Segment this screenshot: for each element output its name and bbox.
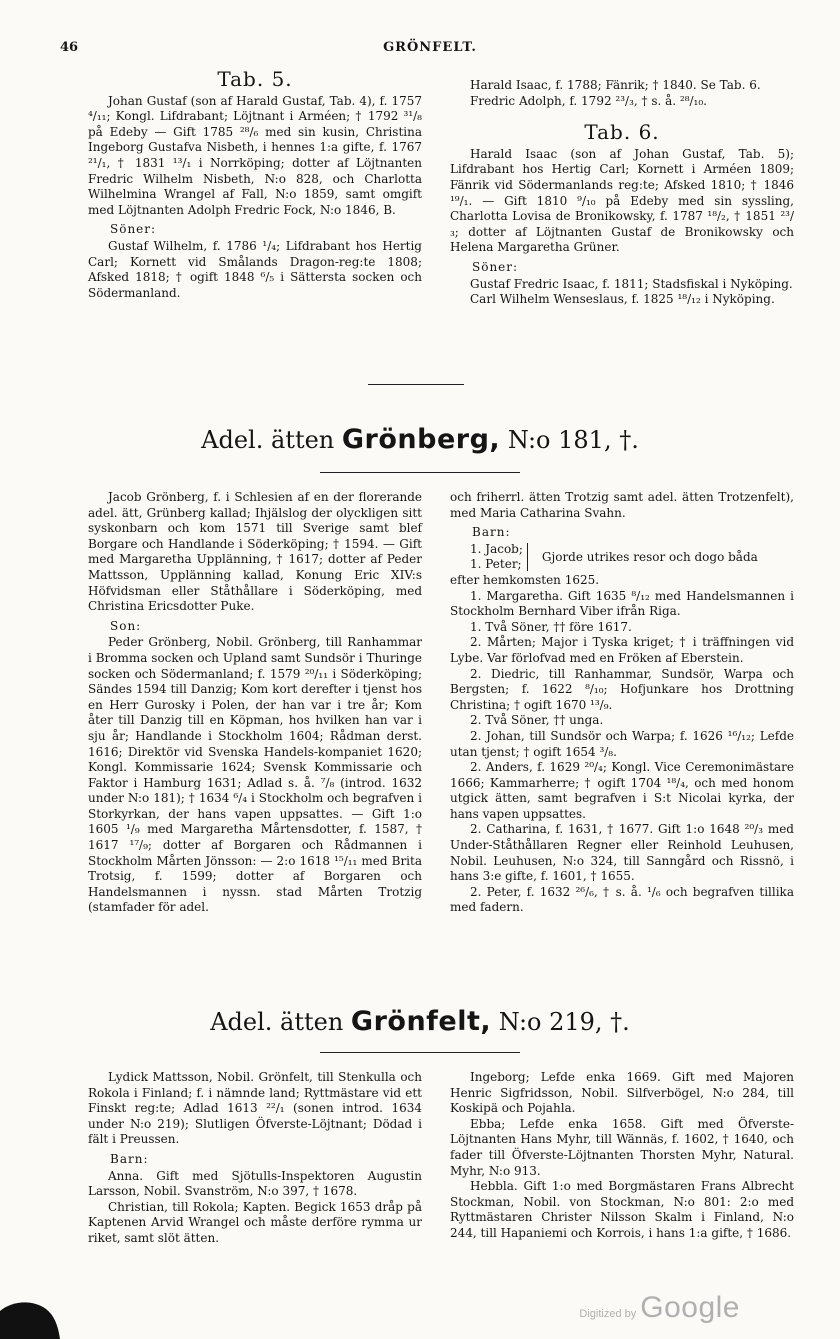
gronfelt-children-label: Barn: bbox=[110, 1151, 149, 1166]
gronfelt-child-anna: Anna. Gift med Sjötulls-Inspektoren Augustin Larsson, Nobil. Svanström, N:o 397, † 1678. bbox=[88, 1168, 422, 1199]
gronfelt-child-ebba: Ebba; Lefde enka 1658. Gift med Öfverste-Löjtnanten Hans Myhr, till Wännäs, f. 1602, † 1640, och fader till Öfverste-Löjtnanten Thorsten Myhr, Natural. Myhr, N:o 913. bbox=[450, 1116, 794, 1178]
gronfelt-child-ingeborg: Ingeborg; Lefde enka 1669. Gift med Majoren Henric Sigfridsson, Nobil. Silfverbögel, N:o 284, till Koskipä och Pojahla. bbox=[450, 1070, 794, 1116]
gronfelt-section-title bbox=[0, 1006, 840, 1037]
gronfelt-title-prefix: Adel. ätten bbox=[210, 1008, 344, 1036]
gronberg-child-catharina: 2. Catharina, f. 1631, † 1677. Gift 1:o 1648 ²⁰/₃ med Under-Ståthållaren Regner eller Reinhold Leuhusen, Nobil. Leuhusen, N:o 324, till Sanngård och Rissnö, i hans 3:e gifte, f. 1601, † 1655. bbox=[450, 822, 794, 884]
gronberg-children-label: Barn: bbox=[472, 525, 511, 540]
gronfelt-child-hebbla: Hebbla. Gift 1:o med Borgmästaren Frans Albrecht Stockman, Nobil. von Stockman, N:o 801: 2:o med Ryttmästaren Christer Nilsson Skalm i Finland, N:o 244, till Hapaniemi och Korrois, i hans 1:a gifte, † 1686. bbox=[450, 1179, 794, 1240]
gronfelt-divider bbox=[320, 1052, 520, 1053]
gronberg-child-peter: 1. Peter; bbox=[470, 557, 522, 572]
tab5-son-gustaf-wilhelm: Gustaf Wilhelm, f. 1786 ¹/₄; Lifdrabant hos Hertig Carl; Kornett vid Smålands Dragon-reg:te 1808; Afsked 1818; † ogift 1848 ⁶/₅ i Sättersta socken och Södermanland. bbox=[88, 238, 422, 300]
gronfelt-title-number: N:o 219, †. bbox=[498, 1008, 630, 1036]
scan-thumb-mark bbox=[0, 1293, 60, 1339]
tab5-entry: Johan Gustaf (son af Harald Gustaf, Tab. 4), f. 1757 ⁴/₁₁; Kongl. Lifdrabant; Löjtnant i Arméen; † 1792 ³¹/₈ på Edeby — Gift 1785 ²⁸/₆ med sin kusin, Christina Ingeborg Gustafva Nisbeth, i hennes 1:a gifte, f. 1767 ²¹/₁, † 1831 ¹³/₁ i Norrköping; dotter af Löjtnanten Fredric Wilhelm Nisbeth, N:o 828, och Charlotta Wilhelmina Wrangel af Fall, N:o 1859, samt omgift med Löjtnanten Adolph Fredric Fock, N:o 1846, B. bbox=[88, 93, 422, 217]
tab6-column bbox=[450, 78, 794, 308]
google-logo: Google bbox=[640, 1291, 740, 1324]
tab5-sons-label: Söner: bbox=[110, 222, 157, 237]
gronberg-right-column bbox=[450, 490, 794, 916]
gronberg-jacob-entry: Jacob Grönberg, f. i Schlesien af en der florerande adel. ätt, Grünberg kallad; Ihjälslog der olyckligen sitt syskonbarn och kom 1571 till Sverige samt blef Borgare och Handlande i Söderköping; † 1594. — Gift med Margaretha Upplänning, † 1617; dotter af Peder Mattsson, Upplänning kallad, Konung Eric XIV:s Höfvidsman eller Ståthållare i Söderköping, med Christina Ericsdotter Puke. bbox=[88, 490, 422, 614]
gronfelt-right-column bbox=[450, 1070, 794, 1242]
gronberg-twins-note-end: efter hemkomsten 1625. bbox=[450, 572, 600, 587]
tab6-son-gustaf-fredric: Gustaf Fredric Isaac, f. 1811; Stadsfiskal i Nyköping. bbox=[470, 276, 793, 291]
gronberg-left-column bbox=[88, 490, 422, 916]
tab6-son-carl-wilhelm: Carl Wilhelm Wenseslaus, f. 1825 ¹⁸/₁₂ i Nyköping. bbox=[470, 292, 775, 307]
gronberg-peder-entry: Peder Grönberg, Nobil. Grönberg, till Ranhammar i Bromma socken och Upland samt Sundsör i Thuringe socken och Södermanland; f. 1579 ²⁰/₁₁ i Söderköping; Sändes 1594 till Danzig; Kom kort derefter i tjenst hos en Herr Gurosky i Polen, der han var i tre år; Kom åter till Danzig till en Köpman, hos hvilken han var i sju år; Handlande i Stockholm 1604; Rådman derst. 1616; Direktör vid Svenska Handels-kompaniet 1620; Kongl. Kommissarie 1624; Svensk Kommissarie och Faktor i Hamburg 1631; Adlad s. å. ⁷/₈ (introd. 1632 under N:o 181); † 1634 ⁶/₄ i Stockholm och begrafven i Storkyrkan, der hans vapen uppsattes. — Gift 1:o 1605 ¹/₉ med Margaretha Mårtensdotter, f. 1587, † 1617 ¹⁷/₉; dotter af Borgaren och Rådmannen i Stockholm Mårten Jönsson: — 2:o 1618 ¹⁵/₁₁ med Brita Trotsig, f. 1599; dotter af Borgaren och Handelsmannen i nyssn. stad Mårten Trotzig (stamfader för adel. bbox=[88, 635, 422, 915]
tab5-heading: Tab. 5. bbox=[217, 67, 293, 91]
gronberg-child-margaretha: 1. Margaretha. Gift 1635 ⁸/₁₂ med Handelsmannen i Stockholm Bernhard Viber ifrån Riga. bbox=[450, 588, 794, 619]
tab6-entry: Harald Isaac (son af Johan Gustaf, Tab. 5); Lifdrabant hos Hertig Carl; Kornett i Arméen 1809; Fänrik vid Södermanlands reg:te; Afsked 1810; † 1846 ¹⁹/₁. — Gift 1810 ⁹/₁₀ på Edeby med sin syssling, Charlotta Lovisa de Bronikowsky, f. 1787 ¹⁸/₂, † 1851 ²³/₃; dotter af Löjtnanten Gustaf de Bronikowsky och Helena Margaretha Grüner. bbox=[450, 146, 794, 255]
separator-rule bbox=[368, 384, 464, 385]
tab6-sons-label: Söner: bbox=[472, 259, 519, 274]
gronfelt-lydick-entry: Lydick Mattsson, Nobil. Grönfelt, till Stenkulla och Rokola i Finland; f. i nämnde land; Ryttmästare vid ett Finskt reg:te; Adlad 1613 ²²/₁ (sonen introd. 1634 under N:o 219); Slutligen Öfverste-Löjtnant; Dödad i fält i Preussen. bbox=[88, 1070, 422, 1147]
gronberg-twins-brace bbox=[470, 542, 794, 573]
page-header bbox=[60, 40, 800, 60]
brace-bar bbox=[527, 543, 536, 571]
gronberg-child-peter-2: 2. Peter, f. 1632 ²⁶/₆, † s. å. ¹/₆ och begrafven tillika med fadern. bbox=[450, 884, 794, 915]
gronberg-divider bbox=[320, 472, 520, 473]
gronberg-two-sons-1: 1. Två Söner, †† före 1617. bbox=[470, 619, 632, 634]
gronberg-title-name: Grönberg, bbox=[341, 424, 501, 455]
tab6-heading: Tab. 6. bbox=[584, 120, 660, 145]
gronberg-child-anders: 2. Anders, f. 1629 ²⁰/₄; Kongl. Vice Ceremonimästare 1666; Kammarherre; † ogift 1704 ¹⁸/₄, och med honom utgick ätten, samt begrafven i S:t Nicolai kyrka, der hans vapen uppsattes. bbox=[450, 760, 794, 821]
gronfelt-left-column bbox=[88, 1070, 422, 1247]
gronberg-child-jacob: 1. Jacob; bbox=[470, 541, 523, 556]
gronberg-title-prefix: Adel. ätten bbox=[201, 426, 335, 454]
gronberg-section-title bbox=[0, 424, 840, 455]
tab5-column bbox=[88, 64, 422, 301]
gronberg-two-sons-2: 2. Två Söner, †† unga. bbox=[470, 713, 604, 728]
page-number: 46 bbox=[60, 40, 79, 55]
gronberg-twins-note: Gjorde utrikes resor och dogo båda bbox=[541, 549, 758, 564]
gronberg-continued-text: och friherrl. ätten Trotzig samt adel. ätten Trotzenfelt), med Maria Catharina Svahn. bbox=[450, 490, 794, 520]
gronfelt-title-name: Grönfelt, bbox=[350, 1006, 492, 1037]
digitized-prefix: Digitized by bbox=[579, 1308, 637, 1320]
gronberg-son-label: Son: bbox=[110, 618, 142, 633]
gronberg-title-number: N:o 181, †. bbox=[507, 426, 639, 454]
gronberg-child-marten: 2. Mårten; Major i Tyska kriget; † i träffningen vid Lybe. Var förlofvad med en Fröken af Eberstein. bbox=[450, 635, 794, 665]
gronfelt-child-christian: Christian, till Rokola; Kapten. Begick 1653 dråp på Kaptenen Arvid Wrangel och måste derföre rymma ur riket, samt slöt ätten. bbox=[88, 1199, 422, 1245]
tab5-son-fredric-adolph: Fredric Adolph, f. 1792 ²³/₃, † s. å. ²⁸/₁₀. bbox=[470, 93, 707, 108]
gronberg-child-johan: 2. Johan, till Sundsör och Warpa; f. 1626 ¹⁶/₁₂; Lefde utan tjenst; † ogift 1654 ³/₈. bbox=[450, 728, 794, 759]
tab5-son-harald-isaac: Harald Isaac, f. 1788; Fänrik; † 1840. Se Tab. 6. bbox=[470, 78, 761, 92]
digitized-by-watermark bbox=[579, 1291, 740, 1325]
running-title: GRÖNFELT. bbox=[383, 40, 477, 55]
gronberg-child-diedric: 2. Diedric, till Ranhammar, Sundsör, Warpa och Bergsten; f. 1622 ⁸/₁₀; Hofjunkare hos Drottning Christina; † ogift 1670 ¹³/₉. bbox=[450, 666, 794, 712]
